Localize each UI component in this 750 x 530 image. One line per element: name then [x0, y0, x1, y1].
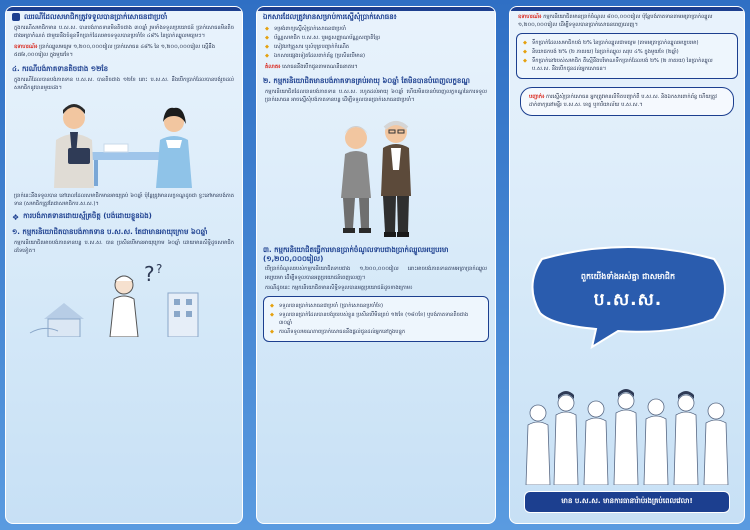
- list-item: ◆ ករណីទទួលមរណភាពប្រាក់សោធននឹងផ្ដល់ជូនដល់អ្នកនៅក្នុងបន្ទុក: [270, 328, 482, 336]
- section2-title: ៤. ករណីបង់ភាគទានតិចជាង ១២ខែ: [12, 65, 109, 73]
- example-text: ប្រាក់ឈ្នួលមធ្យម ១,២០០,០០០រៀល ប្រាក់សោធន ៤៨% នៃ ១,២០០,០០០រៀល ស្មើនឹង ៥៧៦,០០០រៀល ក្នុងមួយខែ។: [14, 43, 216, 58]
- bubble-line-2: ប.ស.ស.: [593, 290, 663, 310]
- example-note: [14, 43, 234, 59]
- benefits-box: [263, 296, 489, 342]
- section2-paragraph-2: ប្រាក់នេះនឹងទទួលបាន នៅពេលដែលសមាជិកមានអាយុគ្រប់ ៦០ឆ្នាំ ប៉ុន្តែត្រូវមានលក្ខខណ្ឌដូចជា ខ្វះនៅមានបង់ភាគទាន (សមាជិកត្រូវតែជាសមាជិកប.ស.ស.)។: [14, 192, 234, 207]
- section3-title: ៣. កម្មករនិយោជិតធ្វើការមានប្រាក់ចំណូលទាបជាងប្រាក់ឈ្នួលអប្បបរមា (១,២០០,០០០រៀល): [263, 245, 449, 263]
- list-item: ◆ សៀវភៅគ្រួសារ ឬសំបុត្របញ្ជាក់កំណើត: [265, 43, 487, 51]
- required-documents-title: ឯកសារដែលត្រូវមានសម្រាប់ការស្នើសុំប្រាក់សោធន៖: [263, 13, 397, 21]
- crowd-people-icon: [518, 373, 738, 485]
- list-item: ◆ ទឹកប្រាក់នៅរបស់សមាជិក គឺស្មើនឹងបរិមាណទឹកប្រាក់ដែលបង់ ២% (២ ភាគរយ) នៃប្រាក់ឈ្នួល ប.ស.ស. នឹងបើកជូនដល់អ្នកសោធន។: [523, 57, 731, 73]
- warning-key: បញ្ជាក់៖: [529, 94, 545, 101]
- section1-title: ឈរណីដែលសមាជិកត្រូវទទួលបានប្រាក់សោធនជាប្រចាំ: [12, 13, 236, 22]
- speech-bubble: [522, 239, 734, 349]
- svg-text:?: ?: [156, 261, 163, 276]
- note-text: សោធននឹងបើកជូនតាមគណនីធនាគារ។: [282, 64, 358, 70]
- note-key: គំលាត៖: [265, 64, 281, 70]
- section1-paragraph: ក្នុងករណីសមាជិកមាន ប.ស.ស. បានបង់ភាគទានមិនតិចជាង ៣០ឆ្នាំ រួមទាំងទទួលប្រយោជន៍ ប្រាក់សោធនមិនតិចជាងអត្រាកំណត់ ជាមួយនឹងចំនួនទឹកប្រាក់ដែលអាចទទួលបានប្រចាំខែ ៤៨% នៃប្រាក់ឈ្នួលមធ្យមៗ។: [14, 24, 234, 39]
- slogan-banner: មាន ប.ស.ស. មានការធានារ៉ាប់រងគ្រប់ពេលវេលា!: [524, 491, 730, 513]
- payment-note: [265, 63, 487, 71]
- worker-question-icon: [24, 259, 224, 337]
- list-item: ◆ ទទួលបានប្រាក់សោធនជាប្រចាំ (ប្រាក់សោធនប្រចាំខែ): [270, 302, 482, 310]
- list-item: ◆ ទម្រង់ពាក្យស្នើសុំប្រាក់សោធនជាប្រចាំ: [265, 25, 487, 33]
- section3-title: ១. កម្មករនិយោជិតបានបង់ភាគទាន ប.ស.ស. តែជាមានអាយុក្រោម ៦០ឆ្នាំ: [12, 228, 208, 236]
- required-documents-list: [265, 25, 487, 60]
- section3-paragraph: កម្មករនិយោជិតអាចបង់ភាគទានបន្ត ប.ស.ស. បាន ប្រសិនបើមានអាយុក្រោម ៦០ឆ្នាំ ដោយមានសិទ្ធិដូចសមាជិកដទៃទៀត។: [14, 239, 234, 254]
- benefits-list: [270, 302, 482, 336]
- worker-illustration: [24, 259, 224, 337]
- section2-title: ២. កម្មករនិយោជិតមានបង់ភាគទានគ្រប់អាយុ ៦០ឆ្នាំ តែមិនបានបំពេញលក្ខខណ្ឌ: [263, 77, 470, 86]
- panel-left: [5, 6, 243, 524]
- office-workers-icon: [24, 96, 224, 188]
- title-bullet-icon: [12, 13, 20, 21]
- list-item: ◆ ទទួលបានប្រាក់ដែលបានបង់រួចរបស់ខ្លួន ប្រសិនបើមិនគ្រប់ ១២ខែ (១៨០ខែ) ឬបង់ភាគទានតិចជាង ៣០ឆ្នាំ: [270, 311, 482, 327]
- svg-text:?: ?: [144, 261, 155, 286]
- list-item: ◆ និយោជកបង់ ២% (២ ភាគរយ) នៃប្រាក់ឈ្នួល សរុប ៤% ក្នុងមួយខែ (២ឆ្នាំ): [523, 48, 731, 56]
- warning-box: [520, 87, 734, 115]
- example-note: [518, 13, 736, 29]
- diamond-bullet-icon: ❖: [12, 212, 20, 222]
- section2-paragraph: កម្មករនិយោជិតដែលបានបង់ភាគទាន ប.ស.ស. រហូតដល់អាយុ ៦០ឆ្នាំ ហើយមិនបានបំពេញលក្ខខណ្ឌនៃការទទួលប្រាក់សោធន អាចស្នើសុំបង់ភាគទានបន្ត ដើម្បីទទួលបានប្រាក់សោធនជាប្រចាំ។: [265, 88, 487, 103]
- elderly-couple-illustration: [301, 108, 451, 240]
- warning-text: ការស្នើសុំប្រាក់សោធន អ្នកត្រូវមានលិខិតបញ្ជាក់ពី ប.ស.ស. និងឯកសារពាក់ព័ន្ធ ហើយត្រូវដាក់ពាក្យនៅមន្ទីរ ប.ស.ស. ខេត្ត ឬការិយាល័យ ប.ស.ស.។: [529, 94, 717, 109]
- section2-paragraph: ក្នុងករណីដែលបានបង់ភាគទាន ប.ស.ស. បានតិចជាង ១២ខែ នោះ ប.ស.ស. នឹងបើកប្រាក់ដែលបានបង់រួចដល់សមាជិកនូវបានមួយដង។: [14, 76, 234, 91]
- voluntary-contribution-title: ❖ ការបង់ភាគទានដោយស្ម័គ្រចិត្ត (បង់ដោយខ្លួនឯង): [12, 212, 152, 222]
- example-text: កម្មករនិយោជិតមានប្រាក់ចំណូល ៨០០,០០០រៀល ប៉ុន្តែបង់ភាគទានតាមអត្រាប្រាក់ឈ្នួល ១,២០០,០០០រៀល ដើម្បីទទួលបានប្រាក់សោធនពេញលេញ។: [518, 14, 713, 29]
- contribution-list: [523, 39, 731, 73]
- panel-middle: [256, 6, 496, 524]
- section3-paragraph: បើប្រាក់ចំណូលរបស់កម្មករនិយោជិតទាបជាង ១,២០០,០០០រៀល នោះអាចបង់ភាគទានតាមអត្រាប្រាក់ឈ្នួលអប្បបរមា ដើម្បីទទួលបានអត្ថប្រយោជន៍ពេញលេញ។: [265, 266, 487, 281]
- list-item: ◆ ឯកសារផ្សេងទៀតដែលពាក់ព័ន្ធ (ប្រសិនបើមាន): [265, 52, 487, 60]
- crowd-illustration: [518, 373, 736, 485]
- elderly-couple-icon: [301, 108, 451, 240]
- contribution-box: [516, 33, 738, 79]
- section3-paragraph-2: ករណីដូចនេះ កម្មករនិយោជិតមានសិទ្ធិទទួលបានអត្ថប្រយោជន៍ដូចខាងក្រោម៖: [265, 284, 413, 291]
- example-key: ឧទាហរណ៍៖: [14, 43, 38, 50]
- list-item: ◆ ទឹកប្រាក់ដែលសមាជិកបង់ ២% នៃប្រាក់ឈ្នួលជាមធ្យម (តាមអត្រាប្រាក់ឈ្នួលអប្បបរមា): [523, 39, 731, 47]
- list-item: ◆ ប័ណ្ណសមាជិក ប.ស.ស. ឬអត្តសញ្ញាណប័ណ្ណសញ្ជាតិខ្មែរ: [265, 34, 487, 42]
- example-key: ឧទាហរណ៍៖: [518, 14, 542, 20]
- office-illustration: [24, 96, 224, 188]
- panel-right: [509, 6, 745, 524]
- bubble-line-1: ពួកយើងទាំងអស់គ្នា ជាសមាជិក: [580, 272, 676, 281]
